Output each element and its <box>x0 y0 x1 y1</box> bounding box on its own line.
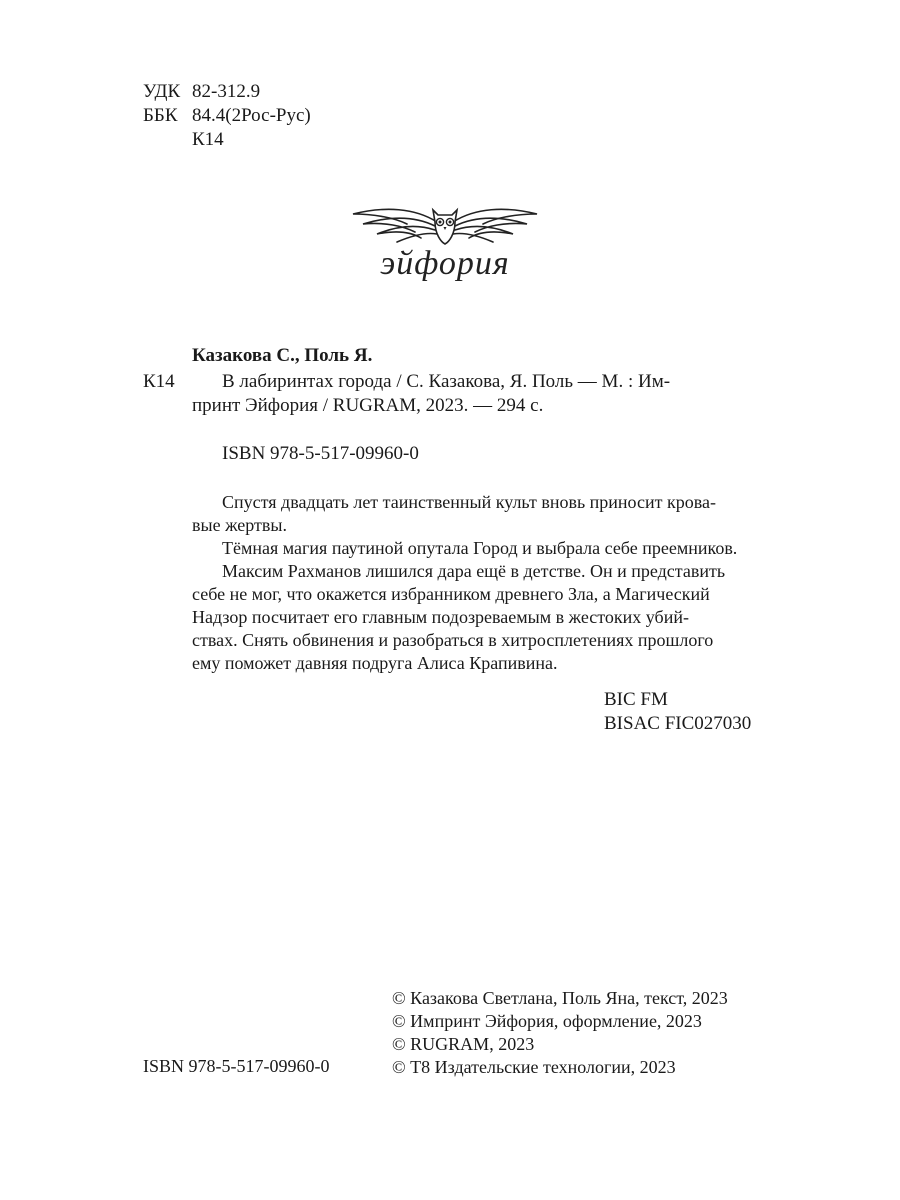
record-code: К14 <box>143 371 175 392</box>
copyright-line: © Т8 Издательские технологии, 2023 <box>392 1057 676 1077</box>
udk-value: 82-312.9 <box>192 81 261 102</box>
record-isbn: ISBN 978-5-517-09960-0 <box>222 443 419 464</box>
publisher-logo-text: эйфория <box>380 245 510 282</box>
annotation-line: себе не мог, что окажется избранником древнего Зла, а Магический <box>192 584 710 604</box>
record-title-line-2: принт Эйфория / RUGRAM, 2023. — 294 с. <box>192 395 544 416</box>
copyright-line: © RUGRAM, 2023 <box>392 1034 535 1054</box>
bottom-isbn: ISBN 978-5-517-09960-0 <box>143 1056 330 1076</box>
udk-label: УДК <box>143 81 181 102</box>
annotation-line: Надзор посчитает его главным подозреваемым в жестоких убий- <box>192 607 689 627</box>
annotation-line: вые жертвы. <box>192 515 287 535</box>
annotation-line: ствах. Снять обвинения и разобраться в хитросплетениях прошлого <box>192 630 714 650</box>
record-author: Казакова С., Поль Я. <box>192 345 373 366</box>
bbk-value: 84.4(2Рос-Рус) <box>192 105 311 126</box>
copyright-line: © Казакова Светлана, Поль Яна, текст, 2023 <box>392 988 728 1008</box>
bbk-label: ББК <box>143 105 178 126</box>
annotation-line: Спустя двадцать лет таинственный культ вновь приносит крова- <box>222 492 716 512</box>
bic-code: BIC FM <box>604 689 668 710</box>
owl-wings-icon <box>345 200 545 250</box>
bisac-code: BISAC FIC027030 <box>604 713 752 734</box>
publisher-logo <box>345 200 545 295</box>
copyright-line: © Импринт Эйфория, оформление, 2023 <box>392 1011 702 1031</box>
author-mark: К14 <box>192 129 224 150</box>
annotation-line: Максим Рахманов лишился дара ещё в детстве. Он и представить <box>222 561 726 581</box>
annotation-line: Тёмная магия паутиной опутала Город и выбрала себе преемников. <box>222 538 738 558</box>
annotation-line: ему поможет давняя подруга Алиса Крапивина. <box>192 653 558 673</box>
record-title-line-1: В лабиринтах города / С. Казакова, Я. Поль — М. : Им- <box>222 371 671 392</box>
